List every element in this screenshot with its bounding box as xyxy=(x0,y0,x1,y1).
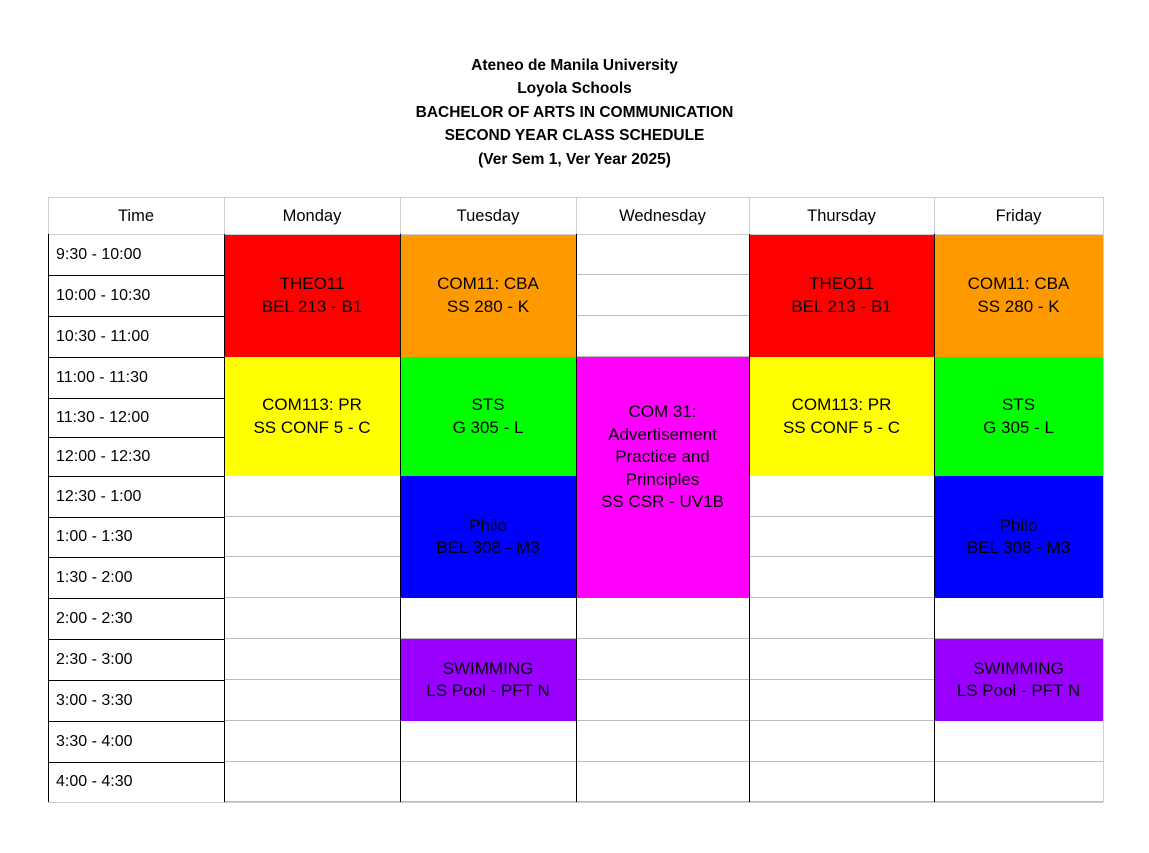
column-header-label: Friday xyxy=(995,206,1042,225)
class-room: G 305 - L xyxy=(983,417,1054,437)
grid-line xyxy=(48,680,224,681)
empty-slot xyxy=(224,557,400,598)
time-slot-label: 4:00 - 4:30 xyxy=(56,773,133,790)
grid-line xyxy=(1103,234,1104,802)
grid-line xyxy=(48,357,224,358)
time-slot xyxy=(48,557,224,598)
class-room: BEL 308 - M3 xyxy=(966,538,1071,557)
empty-slot xyxy=(224,476,400,517)
class-block xyxy=(934,234,1103,357)
empty-slot xyxy=(576,680,749,721)
time-slot-label: 10:00 - 10:30 xyxy=(56,286,151,304)
class-room: BEL 213 - B1 xyxy=(261,296,363,316)
time-slot xyxy=(48,721,224,762)
class-block xyxy=(400,639,576,721)
class-block xyxy=(934,357,1103,476)
empty-slot xyxy=(749,680,934,721)
class-room: BEL 308 - M3 xyxy=(436,538,540,557)
class-block xyxy=(400,357,576,476)
grid-line xyxy=(48,721,224,722)
empty-slot xyxy=(576,316,749,357)
empty-slot xyxy=(749,517,934,557)
time-slot-label: 2:30 - 3:00 xyxy=(56,650,133,668)
time-slot xyxy=(48,762,224,802)
empty-slot xyxy=(224,721,400,762)
empty-slot xyxy=(224,517,400,557)
empty-slot xyxy=(749,598,934,639)
class-room: LS Pool - PFT N xyxy=(426,681,550,700)
class-room: LS Pool - PFT N xyxy=(956,681,1081,700)
column-header xyxy=(48,197,224,234)
grid-line xyxy=(749,234,750,802)
empty-slot xyxy=(400,721,576,762)
empty-slot xyxy=(576,598,749,639)
grid-line xyxy=(934,197,935,234)
class-block xyxy=(749,357,934,476)
time-slot-label: 3:00 - 3:30 xyxy=(56,691,133,709)
class-block xyxy=(400,234,576,357)
time-slot xyxy=(48,476,224,517)
empty-slot xyxy=(749,762,934,802)
time-slot-label: 12:00 - 12:30 xyxy=(56,447,151,465)
class-block xyxy=(576,357,749,598)
grid-line xyxy=(48,639,224,640)
class-block xyxy=(934,639,1103,721)
column-header xyxy=(576,197,749,234)
time-slot-label: 10:30 - 11:00 xyxy=(56,327,150,345)
column-header-label: Monday xyxy=(282,206,342,225)
empty-slot xyxy=(224,598,400,639)
grid-line xyxy=(48,437,224,438)
class-block xyxy=(749,234,934,357)
class-title: STS xyxy=(1001,395,1036,414)
empty-slot xyxy=(400,762,576,802)
time-slot-label: 11:00 - 11:30 xyxy=(56,368,148,386)
column-header-label: Thursday xyxy=(807,206,876,225)
grid-line xyxy=(1103,197,1104,234)
empty-slot xyxy=(934,762,1103,802)
class-room: SS CONF 5 - C xyxy=(782,417,901,437)
class-room: SS CSR - UV1B xyxy=(601,492,724,512)
grid-line xyxy=(48,517,224,518)
time-slot xyxy=(48,234,224,275)
time-slot xyxy=(48,598,224,639)
empty-slot xyxy=(934,598,1103,639)
time-slot-label: 1:30 - 2:00 xyxy=(56,568,133,586)
time-slot-label: 1:00 - 1:30 xyxy=(56,528,133,545)
grid-line xyxy=(48,476,224,477)
class-title: Philo xyxy=(469,515,507,535)
time-slot xyxy=(48,437,224,476)
class-room: SS 280 - K xyxy=(977,296,1060,316)
grid-line xyxy=(934,234,935,802)
time-slot xyxy=(48,275,224,316)
grid-line xyxy=(48,557,224,558)
class-title: COM113: PR xyxy=(791,395,892,414)
grid-line xyxy=(400,197,401,234)
version-info: (Ver Sem 1, Ver Year 2025) xyxy=(478,150,671,168)
grid-line xyxy=(48,234,49,802)
time-slot xyxy=(48,316,224,357)
empty-slot xyxy=(224,639,400,680)
empty-slot xyxy=(749,557,934,598)
empty-slot xyxy=(749,476,934,517)
time-slot-label: 2:00 - 2:30 xyxy=(56,609,133,627)
schedule-header xyxy=(0,54,1149,171)
class-title: STS xyxy=(471,395,505,414)
grid-line xyxy=(48,398,224,399)
grid-line xyxy=(48,316,224,317)
empty-slot xyxy=(400,598,576,639)
column-header-label: Time xyxy=(117,206,155,225)
grid-line xyxy=(48,762,224,763)
schedule-title: SECOND YEAR CLASS SCHEDULE xyxy=(444,127,705,145)
class-block xyxy=(400,476,576,598)
column-header xyxy=(400,197,576,234)
grid-line xyxy=(224,197,225,234)
class-title: COM113: PR xyxy=(262,395,362,414)
grid-line xyxy=(48,197,49,234)
class-title: Philo xyxy=(999,515,1038,535)
column-header-label: Wednesday xyxy=(619,206,706,225)
grid-line xyxy=(224,234,225,802)
time-slot xyxy=(48,357,224,398)
class-title: COM 31: Advertisement Practice and Principles xyxy=(608,402,717,489)
time-slot-label: 3:30 - 4:00 xyxy=(56,732,133,750)
school-name: Loyola Schools xyxy=(517,80,632,98)
empty-slot xyxy=(224,680,400,721)
time-slot xyxy=(48,398,224,437)
class-room: BEL 213 - B1 xyxy=(791,296,892,316)
grid-line xyxy=(749,197,750,234)
empty-slot xyxy=(749,639,934,680)
grid-line xyxy=(576,197,577,234)
class-room: SS 280 - K xyxy=(446,296,530,316)
university-name: Ateneo de Manila University xyxy=(471,57,678,74)
empty-slot xyxy=(749,721,934,762)
grid-line xyxy=(576,234,577,802)
class-room: G 305 - L xyxy=(452,417,524,437)
class-title: THEO11 xyxy=(809,274,874,293)
program-name: BACHELOR OF ARTS IN COMMUNICATION xyxy=(415,103,734,121)
class-block xyxy=(224,234,400,357)
column-header xyxy=(224,197,400,234)
class-block xyxy=(934,476,1103,598)
class-title: COM11: CBA xyxy=(437,274,539,293)
empty-slot xyxy=(934,721,1103,762)
class-title: COM11: CBA xyxy=(967,274,1070,293)
grid-line xyxy=(48,598,224,599)
time-slot xyxy=(48,639,224,680)
empty-slot xyxy=(576,639,749,680)
class-title: SWIMMING xyxy=(442,658,534,678)
time-slot xyxy=(48,680,224,721)
empty-slot xyxy=(576,721,749,762)
empty-slot xyxy=(576,762,749,802)
time-slot-label: 11:30 - 12:00 xyxy=(56,408,150,426)
column-header xyxy=(749,197,934,234)
column-header-label: Tuesday xyxy=(456,206,520,225)
time-slot xyxy=(48,517,224,557)
class-title: THEO11 xyxy=(279,274,345,293)
grid-line xyxy=(400,234,401,802)
empty-slot xyxy=(576,275,749,316)
empty-slot xyxy=(224,762,400,802)
empty-slot xyxy=(576,234,749,275)
time-slot-label: 12:30 - 1:00 xyxy=(56,487,142,505)
grid-line xyxy=(48,275,224,276)
column-header xyxy=(934,197,1103,234)
class-block xyxy=(224,357,400,476)
class-title: SWIMMING xyxy=(973,658,1064,678)
grid-line xyxy=(48,802,1103,803)
time-slot-label: 9:30 - 10:00 xyxy=(56,245,142,263)
class-room: SS CONF 5 - C xyxy=(253,417,371,437)
